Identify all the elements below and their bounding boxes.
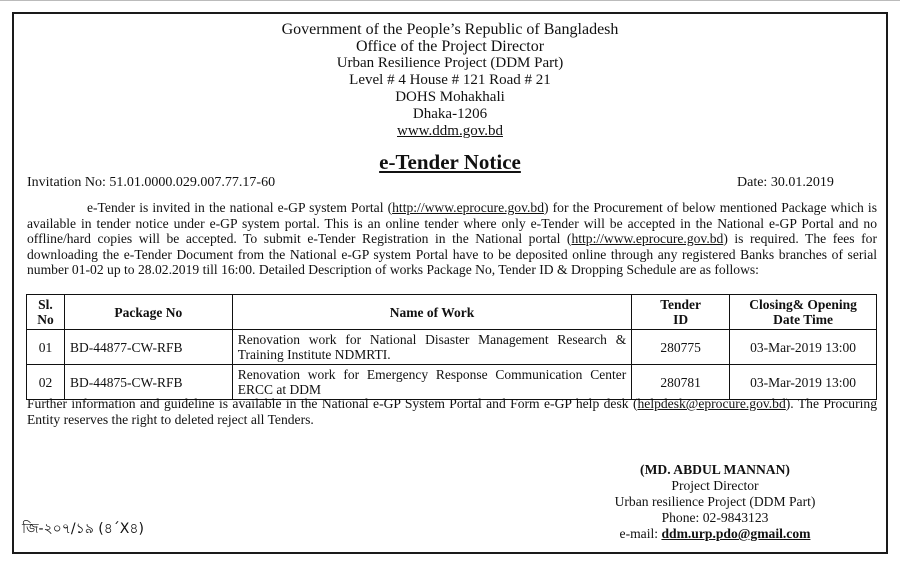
row-tender-id: 280781 (632, 365, 730, 400)
signatory-project: Urban resilience Project (DDM Part) (614, 494, 816, 509)
further-information (27, 396, 877, 427)
header-sl: Sl. No (27, 295, 65, 330)
row-package: BD-44877-CW-RFB (64, 330, 232, 365)
invitation-number: Invitation No: 51.01.0000.029.007.77.17-60 (27, 175, 276, 190)
helpdesk-email-link[interactable]: helpdesk@eprocure.gov.bd (637, 396, 786, 411)
eprocure-link[interactable]: http://www.eprocure.gov.bd (392, 200, 545, 215)
header-package: Package No (64, 295, 232, 330)
footer-text-2: ). The Procuring Entity reserves the right to deleted reject all Tenders. (27, 396, 877, 427)
works-table (26, 294, 877, 400)
header-work: Name of Work (232, 295, 631, 330)
website-link[interactable]: www.ddm.gov.bd (397, 123, 503, 139)
header-tender-id: Tender ID (632, 295, 730, 330)
notice-date: Date: 30.01.2019 (737, 175, 834, 190)
government-name: Government of the People’s Republic of Bangladesh (281, 21, 619, 38)
project-name: Urban Resilience Project (DDM Part) (336, 55, 564, 71)
signatory-designation: Project Director (671, 478, 759, 493)
signatory-name: (MD. ABDUL MANNAN) (640, 462, 790, 477)
eprocure-link-2[interactable]: http://www.eprocure.gov.bd (571, 231, 724, 246)
row-package: BD-44875-CW-RFB (64, 365, 232, 400)
row-closing: 03-Mar-2019 13:00 (730, 365, 877, 400)
address-city: Dhaka-1206 (412, 106, 488, 122)
notice-title: e-Tender Notice (379, 150, 521, 174)
table-row (27, 365, 877, 400)
row-closing: 03-Mar-2019 13:00 (730, 330, 877, 365)
body-text-1: e-Tender is invited in the national e-GP system Portal ( (87, 200, 393, 215)
signatory-email-link[interactable]: ddm.urp.pdo@gmail.com (661, 526, 811, 541)
row-sl: 01 (27, 330, 65, 365)
row-sl: 02 (27, 365, 65, 400)
email-label: e-mail: (619, 526, 662, 541)
footer-text-1: Further information and guideline is available in the National e-GP System Portal and Form e-GP help desk ( (27, 396, 638, 411)
header-closing: Closing& Opening Date Time (730, 295, 877, 330)
tender-description (27, 200, 877, 278)
office-name: Office of the Project Director (355, 38, 545, 55)
address-area: DOHS Mohakhali (395, 89, 505, 105)
table-header-row (27, 295, 877, 330)
row-work: Renovation work for National Disaster Management Research & Training Institute NDMRTI. (232, 330, 631, 365)
row-work: Renovation work for Emergency Response Communication Center ERCC at DDM (232, 365, 631, 400)
address-line: Level # 4 House # 121 Road # 21 (349, 72, 551, 88)
top-edge-line (0, 0, 900, 5)
letterhead (0, 21, 900, 140)
advertisement-code: জি-২০৭/১৯ (৪ˊX৪) (22, 521, 144, 537)
body-text-2: ) for the Procurement of below mentioned Package which is available in tender notice under e-GP system portal. This is an online tender where only e-Tender will be accepted in the National e-GP Portal and no offline/hard copies will be accepted. To submit e-Tender Registration in the National portal ( (27, 200, 877, 246)
signatory-email-line (560, 526, 870, 542)
row-tender-id: 280775 (632, 330, 730, 365)
signature-block (560, 462, 870, 542)
table-row (27, 330, 877, 365)
body-text-3: ) is required. The fees for downloading the e-Tender Document from the National e-GP system Portal have to be deposited online through any registered Banks branches of serial number 01-02 up to 28.02.2019 till 16:00. Detailed Description of works Package No, Tender ID & Dropping Schedule are as follows: (27, 231, 877, 277)
signatory-phone: Phone: 02-9843123 (661, 510, 769, 525)
